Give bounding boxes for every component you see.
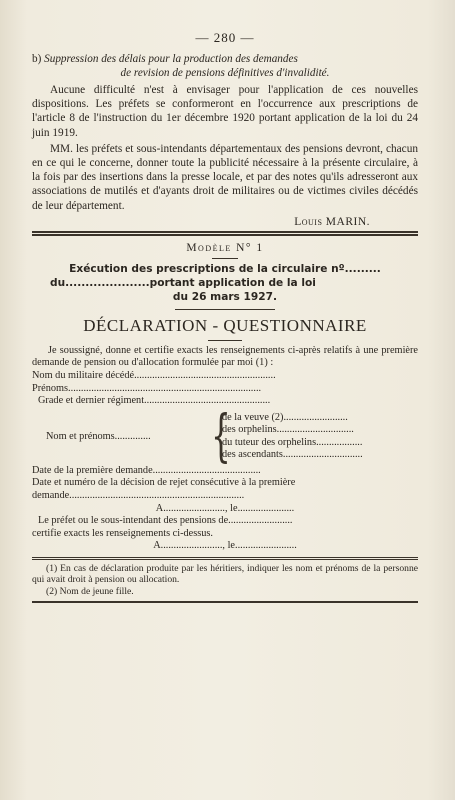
modele-heading: Modèle N° 1 <box>186 241 264 254</box>
field-date-demande: Date de la première demande.......................................... <box>32 464 261 476</box>
separator-rule <box>32 231 418 236</box>
footnotes <box>32 563 418 597</box>
footnote-2: (2) Nom de jeune fille. <box>46 585 134 597</box>
field-nom-militaire: Nom du militaire décédé....................................................... <box>32 370 276 382</box>
field-prefet: Le préfet ou le sous-intendant des pensions de......................... <box>38 515 293 527</box>
declaration-title: DÉCLARATION - QUESTIONNAIRE <box>83 315 367 335</box>
field-lieu-date-2: A........................, le........................ <box>153 540 297 552</box>
execution-line3: du 26 mars 1927. <box>172 290 278 303</box>
signature: Louis MARIN. <box>294 215 370 228</box>
execution-heading <box>32 262 418 304</box>
beneficiary-list <box>222 412 418 462</box>
section-title <box>32 52 418 80</box>
bottom-rule <box>32 601 418 603</box>
beneficiary-orphelins: des orphelins.............................. <box>222 424 354 436</box>
field-demande: demande.................................................................... <box>32 489 245 501</box>
title-divider <box>208 340 242 341</box>
field-nom-prenoms: Nom et prénoms.............. <box>46 430 151 442</box>
notes-rule <box>32 557 418 558</box>
page-number: — 280 — <box>195 30 255 45</box>
beneficiary-block <box>32 403 418 469</box>
beneficiary-tuteur: du tuteur des orphelins.................. <box>222 436 363 448</box>
field-lieu-date: A........................, le...................... <box>155 502 295 514</box>
execution-line1: Exécution des prescriptions de la circulaire nº......... <box>69 262 381 275</box>
footnote-1: (1) En cas de déclaration produite par les héritiers, indiquer les nom et prénoms de la personne qui avait droit à pension ou allocation. <box>32 562 418 586</box>
section-title-line1: Suppression des délais pour la production des demandes <box>44 53 298 65</box>
brace-glyph: { <box>211 403 231 469</box>
field-certifie: certifie exacts les renseignements ci-dessus. <box>32 527 213 539</box>
short-divider <box>212 258 238 259</box>
field-date-decision: Date et numéro de la décision de rejet consécutive à la première <box>32 477 296 489</box>
section-title-line2: de revision de pensions définitives d'invalidité. <box>120 67 330 79</box>
divider <box>175 309 275 310</box>
paragraph-2: MM. les préfets et sous-intendants départementaux des pensions devront, chacun en ce qui le concerne, donner toute la publicité nécessaire à la présente circulaire, à la fois par des insertions dans la presse locale, et par des notes qu'ils adresseront aux associations de mutilés et d'ayants droit de militaires ou de victimes civiles décédés de leur département. <box>32 142 418 212</box>
execution-line2: du.....................portant application de la loi <box>50 276 316 289</box>
beneficiary-veuve: de la veuve (2)......................... <box>222 411 348 423</box>
paragraph-1: Aucune difficulté n'est à envisager pour l'application de ces nouvelles dispositions. Les préfets se conformeront en l'occurrence aux prescriptions de l'article 8 de l'instruction du 1er décembre 1920 portant application de la loi du 24 juin 1919. <box>32 84 418 139</box>
field-grade: Grade et dernier régiment................................................. <box>38 395 271 407</box>
text-column <box>32 30 418 603</box>
form-intro: Je soussigné, donne et certifie exacts les renseignements ci-après relatifs à une première demande de pension ou d'allocation formulée par moi (1) : <box>32 344 418 369</box>
section-label: b) <box>32 53 42 65</box>
notes-rule-2 <box>32 559 418 560</box>
field-prenoms: Prénoms........................................................................... <box>32 382 262 394</box>
beneficiary-ascendants: des ascendants............................... <box>222 449 363 461</box>
questionnaire-form <box>32 345 418 553</box>
